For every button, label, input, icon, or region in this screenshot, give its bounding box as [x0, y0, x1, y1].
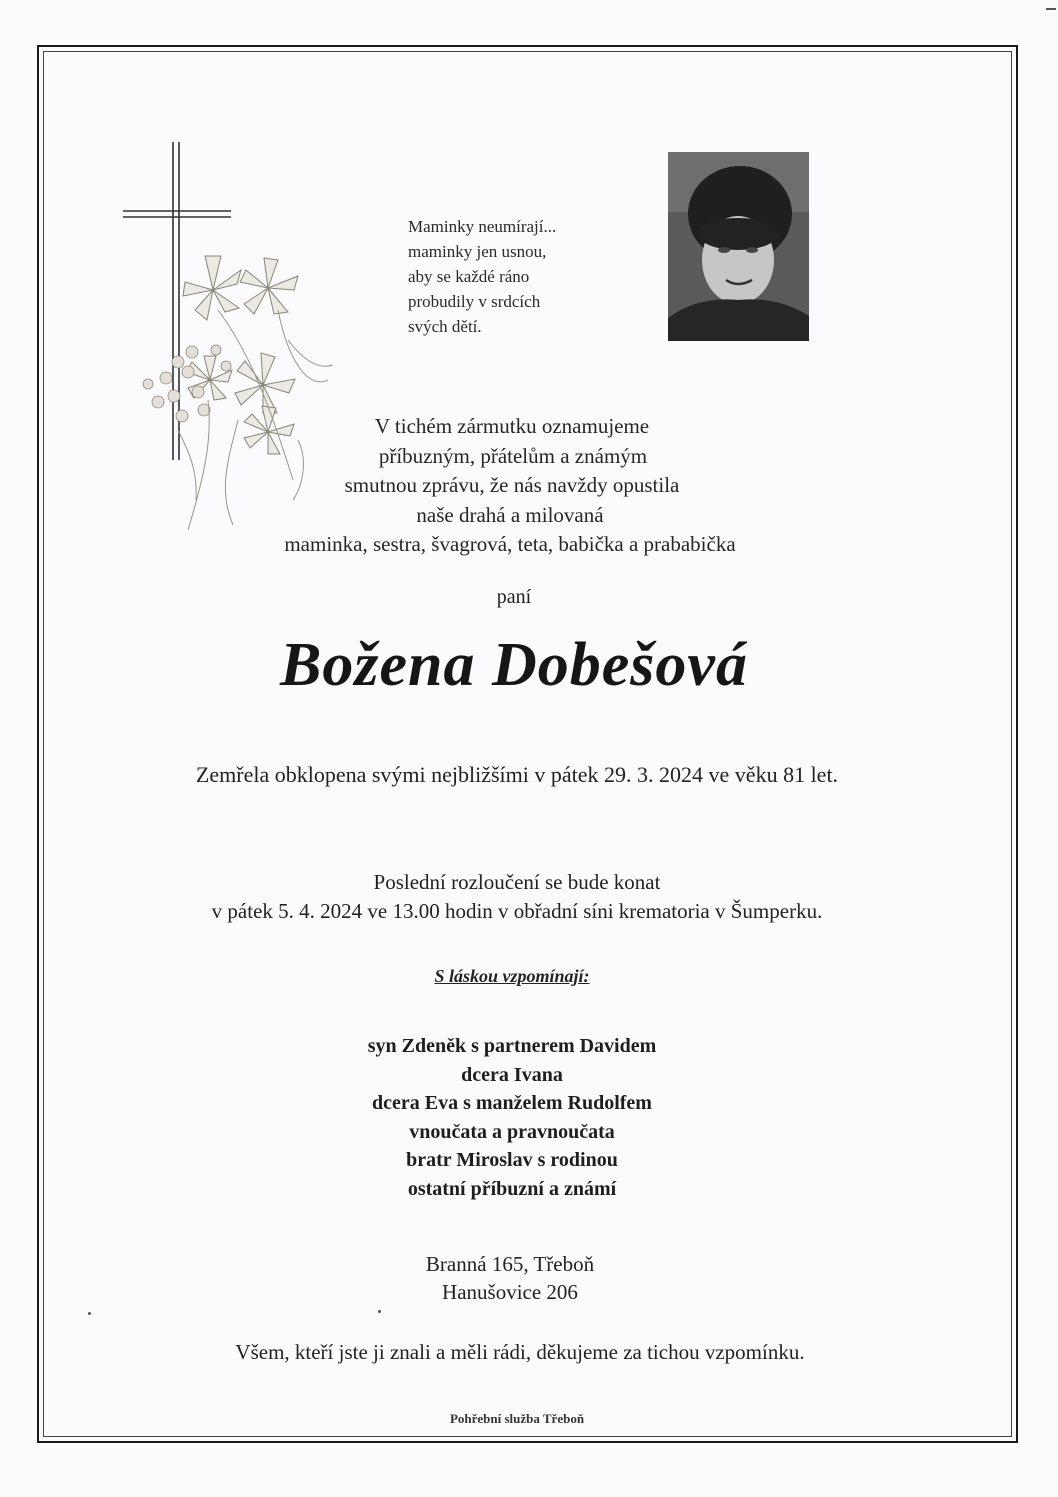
- death-notice: Zemřela obklopena svými nejbližšími v pátek 29. 3. 2024 ve věku 81 let.: [195, 762, 839, 787]
- mourner: bratr Miroslav s rodinou: [406, 1149, 618, 1171]
- remembrance-heading: S láskou vzpomínají:: [434, 966, 590, 986]
- thanks-line: Všem, kteří jste ji znali a měli rádi, děkujeme za tichou vzpomínku.: [235, 1340, 805, 1364]
- announcement-line: smutnou zprávu, že nás navždy opustila: [344, 473, 680, 497]
- funeral-line: v pátek 5. 4. 2024 ve 13.00 hodin v obřadní síni krematoria v Šumperku.: [211, 899, 823, 923]
- honorific: paní: [496, 586, 532, 608]
- poem-line: probudily v srdcích: [408, 292, 541, 311]
- scan-speck: [1046, 8, 1056, 10]
- funeral-info: [0, 868, 1034, 926]
- mourner: syn Zdeněk s partnerem Davidem: [367, 1035, 657, 1057]
- mourner: ostatní příbuzní a známí: [407, 1177, 617, 1200]
- portrait-photo: [668, 152, 809, 341]
- announcement-line: naše drahá a milovaná: [416, 502, 604, 527]
- mourners-list: [0, 1032, 1024, 1203]
- announcement-line: příbuzným, přátelům a známým: [378, 443, 648, 468]
- poem-line: Maminky neumírají...: [408, 217, 557, 236]
- address: Branná 165, Třeboň: [425, 1252, 595, 1276]
- poem: [408, 214, 648, 339]
- funeral-line: Poslední rozloučení se bude konat: [373, 870, 661, 894]
- mourner: dcera Eva s manželem Rudolfem: [372, 1092, 652, 1114]
- announcement-line: maminka, sestra, švagrová, teta, babička a prababička: [284, 532, 736, 556]
- poem-line: aby se každé ráno: [408, 267, 530, 286]
- mourner: vnoučata a pravnoučata: [409, 1120, 615, 1143]
- announcement-line: V tichém zármutku oznamujeme: [374, 414, 650, 438]
- address: Hanušovice 206: [442, 1280, 578, 1304]
- funeral-service: Pohřební služba Třeboň: [449, 1411, 585, 1426]
- poem-line: maminky jen usnou,: [408, 242, 547, 261]
- announcement: [160, 412, 860, 560]
- scan-speck: [378, 1310, 381, 1313]
- scan-speck: [88, 1312, 91, 1315]
- deceased-name: Božena Dobešová: [280, 631, 748, 699]
- addresses: [0, 1250, 1020, 1306]
- mourner: dcera Ivana: [461, 1063, 563, 1086]
- poem-line: svých dětí.: [408, 317, 482, 336]
